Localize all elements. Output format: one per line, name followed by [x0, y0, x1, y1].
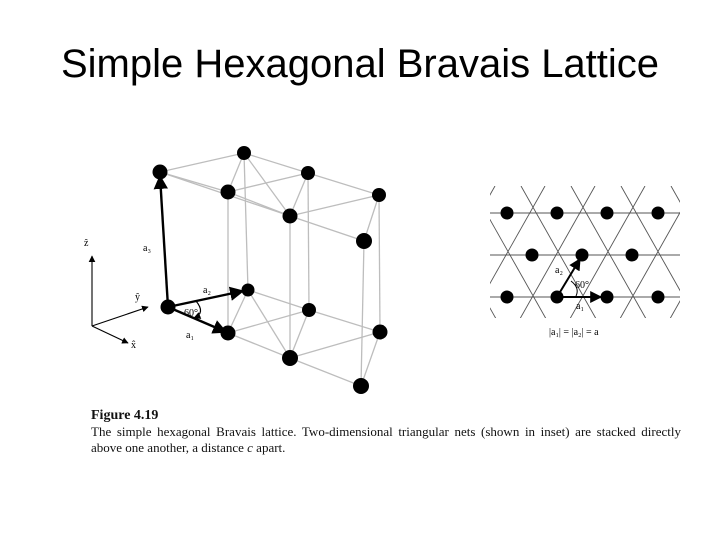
caption-text-end: apart.: [252, 440, 286, 455]
inset-label-a1: a₁: [576, 301, 584, 312]
z-axis-label: ẑ: [84, 238, 89, 249]
atom: [221, 326, 236, 341]
figure-caption: [91, 407, 681, 456]
atom: [501, 291, 514, 304]
atom: [526, 249, 539, 262]
atom: [242, 284, 255, 297]
inset-vectors: [557, 259, 601, 297]
atom: [356, 233, 372, 249]
x-axis: [92, 326, 128, 343]
inset-label-a2: a₂: [555, 265, 563, 276]
lattice-labels: [143, 243, 211, 341]
atom: [372, 188, 386, 202]
atom: [302, 303, 316, 317]
atom: [626, 249, 639, 262]
caption-text-start: The simple hexagonal Bravais lattice. Two-dimensional triangular nets (shown in inset) are stacked directly above one another, a distance: [91, 424, 681, 455]
caption-italic-c: c: [247, 440, 253, 455]
inset-relation: |a₁| = |a₂| = a: [549, 327, 599, 338]
slide-title: Simple Hexagonal Bravais Lattice: [60, 42, 660, 86]
triangular-net-inset: [408, 186, 720, 340]
atom: [283, 209, 298, 224]
atom: [501, 207, 514, 220]
label-a1: a₁: [186, 330, 194, 341]
atom: [161, 300, 176, 315]
inset-label-angle: 60°: [575, 280, 589, 291]
atom: [282, 350, 298, 366]
atom: [353, 378, 369, 394]
atom: [153, 165, 168, 180]
caption-heading: Figure 4.19: [91, 408, 159, 423]
atom: [601, 291, 614, 304]
label-angle: 60°: [184, 308, 198, 319]
atom: [221, 185, 236, 200]
coordinate-axes: [84, 238, 148, 351]
atom: [237, 146, 251, 160]
label-a3: a₃: [143, 243, 151, 254]
y-axis-label: ŷ: [135, 292, 140, 303]
atom: [652, 207, 665, 220]
atom: [576, 249, 589, 262]
hexagonal-lattice-3d: [143, 146, 388, 394]
lattice-atoms: [153, 146, 388, 394]
atom: [652, 291, 665, 304]
label-a2: a₂: [203, 285, 211, 296]
lattice-bonds: [160, 153, 380, 386]
atom: [601, 207, 614, 220]
atom: [551, 207, 564, 220]
caption-text: [91, 424, 681, 456]
atom: [373, 325, 388, 340]
y-axis: [92, 307, 148, 326]
net-lines: [408, 186, 720, 340]
atom: [301, 166, 315, 180]
vector-a3: [160, 176, 168, 307]
x-axis-label: x̂: [131, 340, 136, 351]
